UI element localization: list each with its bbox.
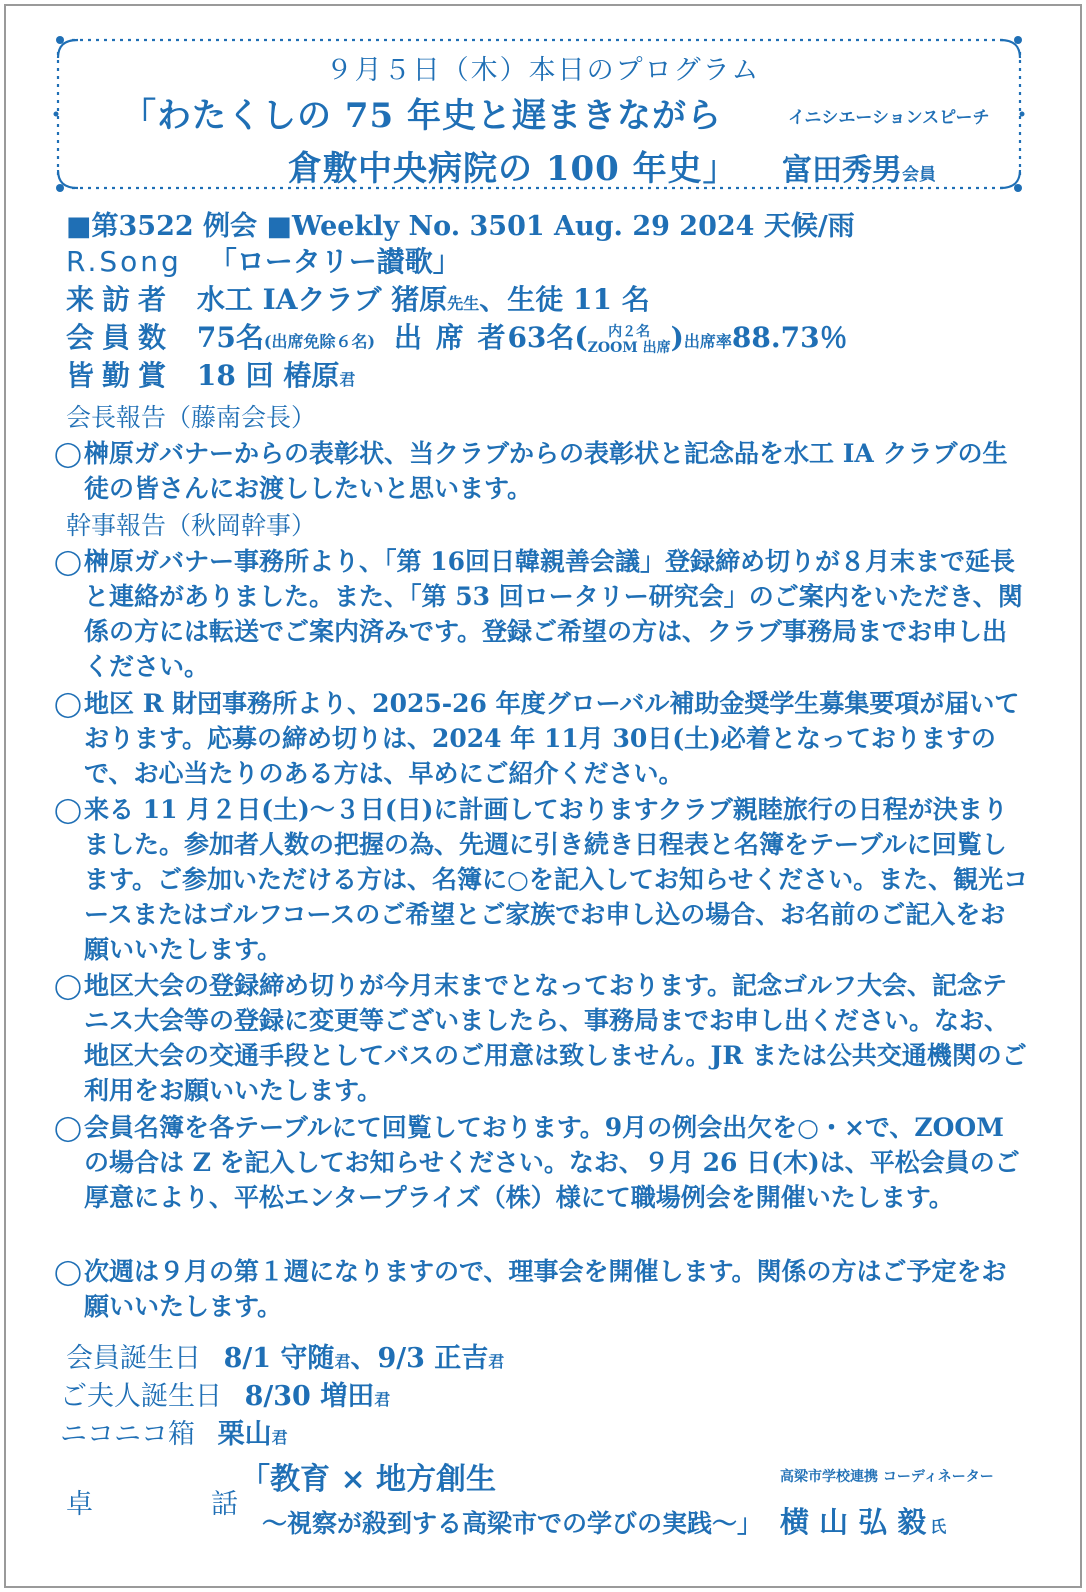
program-title-line1: 「わたくしの 75 年史と遅まきながら bbox=[122, 96, 722, 136]
circle-bullet-icon: ◯ bbox=[54, 547, 82, 576]
perfect-suffix: 君 bbox=[339, 370, 356, 389]
speaker-name-text: 富田秀男 bbox=[782, 153, 902, 188]
attendance-zoom-note bbox=[588, 324, 671, 356]
program-title-line2: 倉敷中央病院の 100 年史」 bbox=[288, 149, 738, 189]
visitor-row bbox=[66, 278, 650, 318]
president-item-text: 榊原ガバナーからの表彰状、当クラブからの表彰状と記念品を水工 IA クラブの生徒の皆さんにお渡ししたいと思います。 bbox=[84, 439, 1008, 503]
secretary-report-heading: 幹事報告（秋岡幹事） bbox=[66, 511, 317, 540]
members-value: 75名 bbox=[196, 321, 264, 354]
circle-bullet-icon: ◯ bbox=[54, 689, 82, 718]
members-label: 会員数 bbox=[66, 321, 175, 354]
attendance-inner-zoom: ZOOM 出席 bbox=[587, 339, 671, 356]
circle-bullet-icon: ◯ bbox=[54, 971, 82, 1000]
meeting-info-line: ■第3522 例会 ■Weekly No. 3501 Aug. 29 2024 天候/雨 bbox=[66, 211, 855, 242]
circle-bullet-icon: ◯ bbox=[54, 1113, 82, 1142]
birthday-value-b: 、9/3 正吉 bbox=[350, 1343, 489, 1374]
attendance-close: ) bbox=[670, 321, 684, 354]
talk-title-line1: 「教育 × 地方創生 bbox=[240, 1462, 497, 1497]
talk-label-2: 話 bbox=[211, 1489, 238, 1520]
talk-title-line2: ～視察が殺到する高梁市での学びの実践～」 bbox=[262, 1509, 763, 1538]
members-note: (出席免除６名) bbox=[263, 332, 376, 351]
speech-type-label: イニシエーションスピーチ bbox=[788, 108, 990, 128]
secretary-item bbox=[54, 544, 1029, 684]
spouse-birthday-label: ご夫人誕生日 bbox=[60, 1381, 222, 1412]
program-date: ９月５日（木）本日のプログラム bbox=[325, 55, 761, 86]
president-item bbox=[54, 436, 1029, 506]
secretary-item-text: 会員名簿を各テーブルにて回覧しております。9月の例会出欠を○・×で、ZOOM の場合は Z を記入してお知らせください。なお、９月 26 日(木)は、平松会員のご厚意により、平松エンタープライズ（株）様にて職場例会を開催いたします。 bbox=[84, 1113, 1020, 1212]
birthday-value-a: 8/1 守随 bbox=[223, 1343, 335, 1374]
secretary-item bbox=[54, 686, 1029, 791]
perfect-attendance-row bbox=[66, 354, 355, 394]
birthday-row bbox=[66, 1336, 504, 1375]
rate-value: 88.73％ bbox=[731, 321, 848, 354]
attendance-inner-count: 内２名 bbox=[608, 323, 651, 340]
visitor-label: 来訪者 bbox=[66, 283, 175, 316]
niko-box-value: 栗山 bbox=[217, 1419, 272, 1450]
song-value: 「ロータリー讃歌」 bbox=[208, 245, 461, 278]
attendance-label: 出 席 者 bbox=[393, 321, 508, 354]
talk-label bbox=[66, 1482, 238, 1521]
visitor-value-small: 先生 bbox=[447, 294, 480, 313]
talk-speaker-role: 高梁市学校連携 コーディネーター bbox=[780, 1469, 994, 1485]
circle-bullet-icon: ◯ bbox=[54, 1257, 82, 1286]
perfect-value: 18 回 椿原 bbox=[196, 359, 340, 392]
rate-label: 出席率 bbox=[683, 332, 732, 351]
attendance-value: 63名( bbox=[507, 321, 588, 354]
talk-speaker bbox=[780, 1500, 946, 1541]
circle-bullet-icon: ◯ bbox=[54, 439, 82, 468]
speaker-suffix: 会員 bbox=[902, 165, 936, 185]
secretary-item-text: 来る 11 月２日(土)～３日(日)に計画しておりますクラブ親睦旅行の日程が決まりました。参加者人数の把握の為、先週に引き続き日程表と名簿をテーブルに回覧します。ご参加いただける方は、名簿に○を記入してお知らせください。また、観光コースまたはゴルフコースのご希望とご家族でお申し込の場合、お名前のご記入をお願いいたします。 bbox=[84, 795, 1029, 964]
niko-box-row bbox=[60, 1412, 288, 1451]
speaker-name bbox=[782, 145, 936, 189]
president-report-heading: 会長報告（藤南会長） bbox=[66, 403, 317, 432]
secretary-item-text: 地区大会の登録締め切りが今月末までとなっております。記念ゴルフ大会、記念テニス大会等の登録に変更等ございましたら、事務局までお申し出ください。なお、地区大会の交通手段としてバスのご用意は致しません。JR または公共交通機関のご利用をお願いいたします。 bbox=[84, 971, 1027, 1105]
secretary-item bbox=[54, 1254, 1029, 1324]
secretary-item-text: 次週は９月の第１週になりますので、理事会を開催します。関係の方はご予定をお願いいたします。 bbox=[84, 1257, 1007, 1321]
kun-suffix: 君 bbox=[334, 1352, 351, 1371]
kun-suffix: 君 bbox=[271, 1428, 288, 1447]
spouse-birthday-value: 8/30 増田 bbox=[244, 1381, 375, 1412]
talk-speaker-suffix: 氏 bbox=[930, 1517, 947, 1536]
talk-speaker-name: 横 山 弘 毅 bbox=[780, 1505, 927, 1539]
secretary-item bbox=[54, 968, 1029, 1108]
visitor-value-a: 水工 IAクラブ 猪原 bbox=[196, 283, 448, 316]
song-row bbox=[66, 240, 461, 280]
song-label: R.Song bbox=[66, 245, 182, 278]
secretary-item-text: 地区 R 財団事務所より、2025-26 年度グローバル補助金奨学生募集要項が届いております。応募の締め切りは、2024 年 11月 30日(土)必着となっておりますので、お心当たりのある方は、早めにご紹介ください。 bbox=[84, 689, 1020, 788]
members-row bbox=[66, 316, 848, 356]
secretary-item bbox=[54, 1110, 1029, 1215]
visitor-value-b: 、生徒 11 名 bbox=[479, 283, 650, 316]
talk-label-1: 卓 bbox=[66, 1489, 93, 1520]
niko-box-label: ニコニコ箱 bbox=[60, 1419, 195, 1450]
birthday-label: 会員誕生日 bbox=[66, 1343, 201, 1374]
perfect-label: 皆勤賞 bbox=[66, 359, 175, 392]
kun-suffix: 君 bbox=[374, 1390, 391, 1409]
kun-suffix: 君 bbox=[488, 1352, 505, 1371]
circle-bullet-icon: ◯ bbox=[54, 795, 82, 824]
secretary-item bbox=[54, 792, 1029, 967]
secretary-item-text: 榊原ガバナー事務所より、「第 16回日韓親善会議」登録締め切りが８月末まで延長と連絡がありました。また、「第 53 回ロータリー研究会」のご案内をいただき、関係の方には転送でご案内済みです。登録ご希望の方は、クラブ事務局までお申し出ください。 bbox=[84, 547, 1023, 681]
spouse-birthday-row bbox=[60, 1374, 390, 1413]
